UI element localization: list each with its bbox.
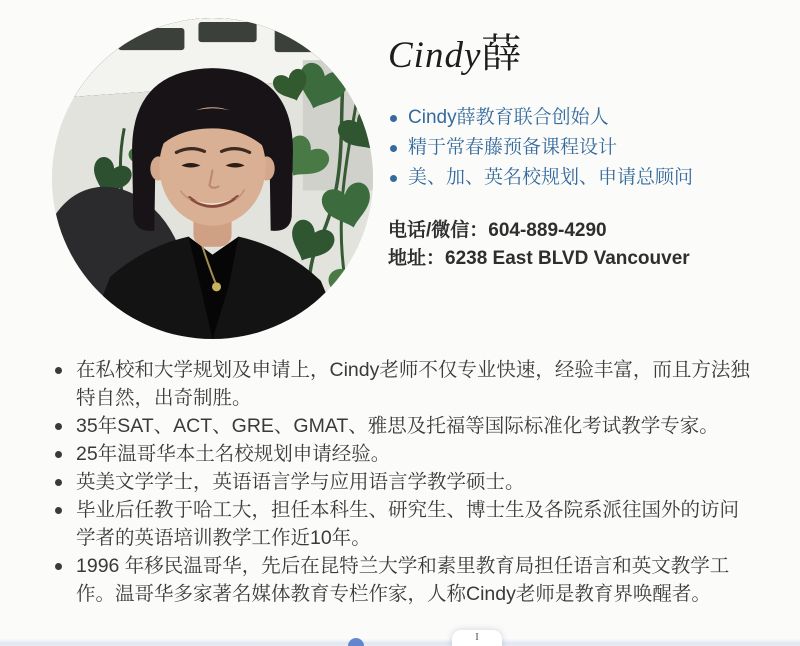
cursor-ibeam-icon: I: [475, 632, 479, 643]
drag-handle[interactable]: [452, 630, 502, 646]
bio-text: 25年温哥华本土名校规划申请经验。: [76, 443, 391, 465]
contact-block: [388, 217, 778, 273]
bullet-icon: [55, 507, 62, 514]
portrait-illustration: [52, 18, 373, 339]
highlight-item: [388, 163, 778, 193]
bio-item: [52, 496, 754, 552]
bio-text: 35年SAT、ACT、GRE、GMAT、雅思及托福等国际标准化考试教学专家。: [76, 415, 719, 437]
address-label: 地址：: [388, 248, 446, 269]
name-chinese: 薛: [481, 31, 522, 76]
address-value: 6238 East BLVD Vancouver: [445, 248, 690, 269]
bio-item: [52, 552, 754, 608]
bottom-divider-strip: [0, 639, 800, 646]
bio-item: [52, 440, 754, 468]
bullet-icon: [55, 479, 62, 486]
address-row: [388, 245, 778, 273]
bio-item: [52, 356, 754, 412]
intro-panel: [388, 22, 778, 273]
bio-list: [52, 356, 754, 608]
highlight-item: [388, 133, 778, 163]
bio-item: [52, 412, 754, 440]
bio-text: 毕业后任教于哈工大，担任本科生、研究生、博士生及各院系派往国外的访问学者的英语培训教学工作近10年。: [76, 499, 740, 549]
bullet-icon: [390, 115, 397, 122]
bio-text: 在私校和大学规划及申请上，Cindy老师不仅专业快速，经验丰富，而且方法独特自然，出奇制胜。: [76, 359, 750, 409]
bullet-icon: [55, 563, 62, 570]
name-english: Cindy: [388, 35, 482, 76]
phone-row: [388, 217, 778, 245]
highlight-item: [388, 103, 778, 133]
bullet-icon: [55, 423, 62, 430]
bullet-icon: [55, 367, 62, 374]
highlight-text: 精于常春藤预备课程设计: [408, 137, 618, 158]
bullet-icon: [390, 175, 397, 182]
highlight-text: Cindy薛教育联合创始人: [408, 107, 609, 128]
profile-photo: [52, 18, 373, 339]
bullet-icon: [55, 451, 62, 458]
highlight-text: 美、加、英名校规划、申请总顾问: [408, 167, 694, 188]
bio-text: 英美文学学士，英语语言学与应用语言学教学硕士。: [76, 471, 525, 493]
bio-item: [52, 468, 754, 496]
phone-value: 604-889-4290: [488, 220, 607, 241]
phone-label: 电话/微信：: [388, 220, 489, 241]
bio-text: 1996 年移民温哥华，先后在昆特兰大学和素里教育局担任语言和英文教学工作。温哥华多家著名媒体教育专栏作家，人称Cindy老师是教育界唤醒者。: [76, 555, 730, 605]
highlight-list: [388, 103, 778, 193]
page-title: [388, 22, 778, 79]
bullet-icon: [390, 145, 397, 152]
